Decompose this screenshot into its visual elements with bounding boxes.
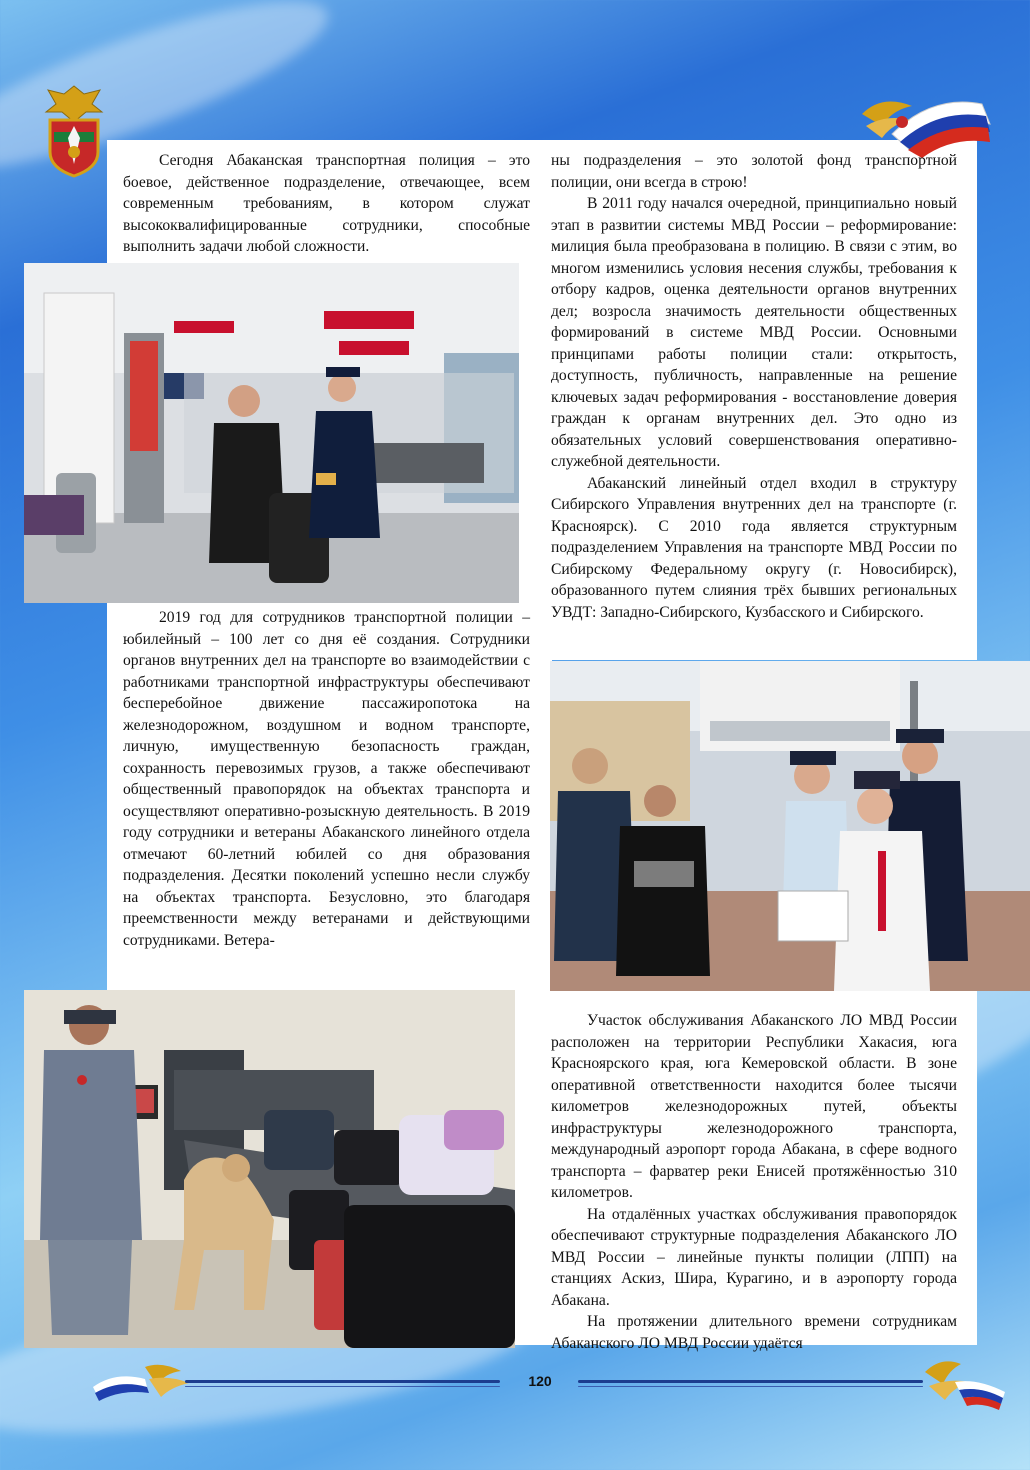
- service-area-paragraph: Участок обслуживания Абаканского ЛО МВД России расположен на территории Республики Хакасия, юга Красноярского края, юга Кемеровской области. В зоне оперативной ответственности находится более тысячи километров железнодорожных путей, объекты инфраструктуры железнодорожного транспорта, международный аэропорт города Абакана, в сфере водного транспорта – фарватер реки Енисей протяжённостью 310 километров.: [551, 1012, 957, 1201]
- structure-history-paragraph: Абаканский линейный отдел входил в структуру Сибирского Управления внутренних дел на транспорте (г. Красноярск). С 2010 года является структурным подразделением Управления на транспорте МВД России по Сибирскому Федеральному округу (г. Новосибирск), образованного путем слияния трёх бывших региональных УВДТ: Западно-Сибирского, Кузбасского и Сибирского.: [551, 474, 957, 621]
- long-term-paragraph: На протяжении длительного времени сотрудникам Абаканского ЛО МВД России удаётся: [551, 1313, 957, 1352]
- footer-rule-left: [185, 1380, 500, 1383]
- right-top-text-block: [551, 150, 957, 623]
- tricolor-ribbon-icon: [852, 84, 992, 158]
- right-bottom-text-block: [551, 1010, 957, 1354]
- veterans-continuation-paragraph: ны подразделения – это золотой фонд транспортной полиции, они всегда в строю!: [551, 152, 957, 191]
- photo-platform-officers: [550, 661, 1030, 991]
- remote-areas-paragraph: На отдалённых участках обслуживания правопорядок обеспечивают структурные подразделения Абаканского ЛО МВД России – линейные пункты полиции (ЛПП) на станциях Аскиз, Шира, Курагино, и в аэропорту города Абакана.: [551, 1205, 957, 1309]
- reform-2011-paragraph: В 2011 году начался очередной, принципиально новый этап в развитии системы МВД России – реформирование: милиция была преобразована в полицию. В связи с этим, во многом изменились условия несения службы, требования к отбору кадров, оценка деятельности органов внутренних дел; возросла значимость деятельности общественных формирований в системе МВД России. Основными принципами работы полиции стали: открытость, доступность, публичность, направленные на решение ключевых задач реформирования - восстановление доверия граждан к органам внутренних дел. Это одно из обязательных условий совершенствования оперативно-служебной деятельности.: [551, 195, 957, 470]
- intro-text-block: [123, 150, 530, 258]
- footer-rule-right: [578, 1380, 923, 1383]
- photo-police-dog-baggage: [24, 990, 515, 1348]
- paragraph-2019-jubilee: [123, 607, 530, 951]
- photo-airport-terminal: [24, 263, 519, 603]
- footer-rule-right-thin: [578, 1386, 923, 1387]
- footer-ribbon-left-icon: [85, 1357, 195, 1405]
- footer-ribbon-right-icon: [915, 1352, 1010, 1412]
- page-number: 120: [528, 1373, 552, 1389]
- footer-rule-left-thin: [185, 1386, 500, 1387]
- police-emblem-icon: [40, 82, 108, 178]
- jubilee-paragraph: 2019 год для сотрудников транспортной полиции – юбилейный – 100 лет со дня её создания. Сотрудники органов внутренних дел на транспорте во взаимодействии с работниками транспортной инфраструктуры обеспечивают бесперебойное движение пассажиропотока на железнодорожном, воздушном и водном транспорте, личную, имущественную безопасность граждан, сохранность перевозимых грузов, а также обеспечивают общественный правопорядок на объектах транспорта и осуществляют оперативно-розыскную деятельность. В 2019 году сотрудники и ветераны Абаканского линейного отдела отмечают 60-летний юбилей со дня образования подразделения. Десятки поколений успешно несли службу на объектах транспорта. Безусловно, это благодаря преемственности между ветеранами и действующими сотрудниками. Ветера-: [123, 609, 530, 949]
- intro-paragraph: Сегодня Абаканская транспортная полиция – это боевое, действенное подразделение, отвечающее, всем современным требованиям, в котором служат высококвалифицированные сотрудники, способные выполнить задачи любой сложности.: [123, 152, 530, 255]
